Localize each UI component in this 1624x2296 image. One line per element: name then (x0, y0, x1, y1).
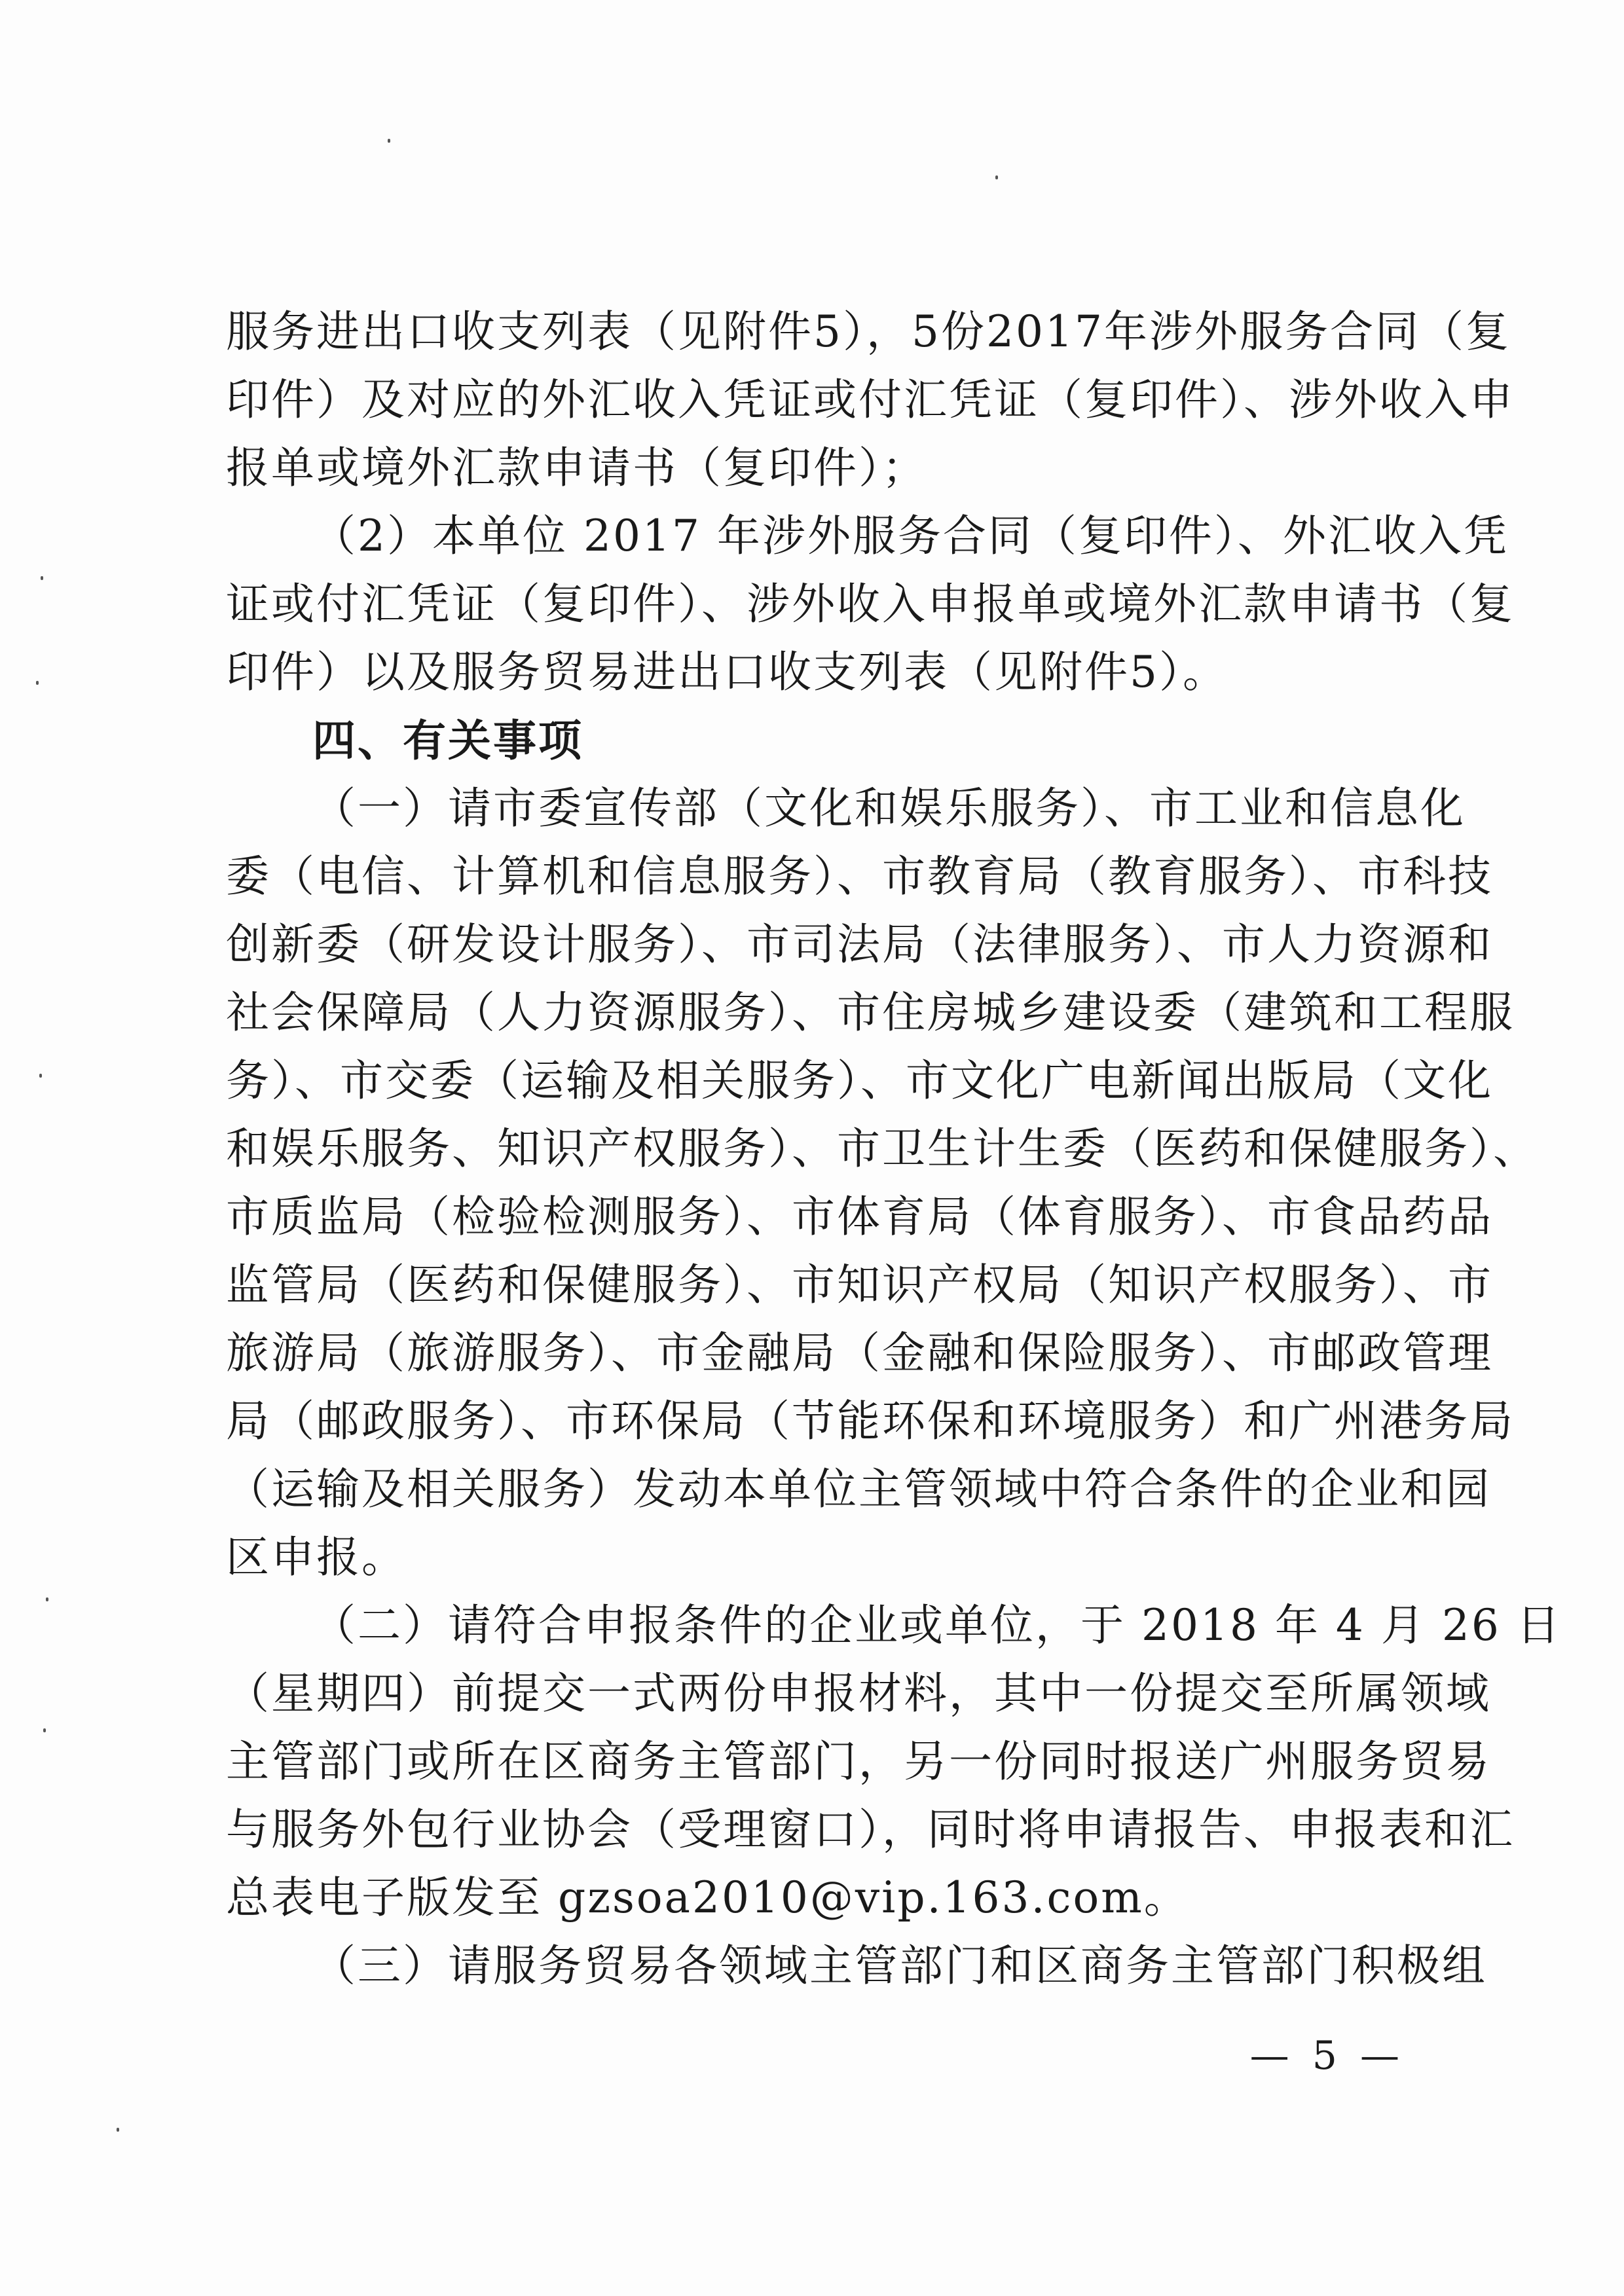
paragraph-line: （一）请市委宣传部（文化和娱乐服务）、市工业和信息化 (312, 783, 1466, 833)
section-heading: 四、有关事项 (312, 715, 583, 766)
paragraph-line: 局（邮政服务）、市环保局（节能环保和环境服务）和广州港务局 (226, 1396, 1515, 1446)
paragraph-line: 旅游局（旅游服务）、市金融局（金融和保险服务）、市邮政管理 (226, 1328, 1493, 1378)
scan-speck (39, 1074, 42, 1078)
paragraph-line: 印件）以及服务贸易进出口收支列表（见附件5）。 (226, 647, 1228, 697)
scan-speck (995, 175, 998, 179)
paragraph-line: 与服务外包行业协会（受理窗口），同时将申请报告、申报表和汇 (226, 1804, 1515, 1855)
paragraph-line: 市质监局（检验检测服务）、市体育局（体育服务）、市食品药品 (226, 1192, 1493, 1242)
paragraph-line: 监管局（医药和保健服务）、市知识产权局（知识产权服务）、市 (226, 1260, 1493, 1310)
paragraph-line: （2）本单位 2017 年涉外服务合同（复印件）、外汇收入凭 (312, 511, 1509, 561)
paragraph-line: （运输及相关服务）发动本单位主管领域中符合条件的企业和园 (226, 1464, 1491, 1514)
paragraph-line: 证或付汇凭证（复印件）、涉外收入申报单或境外汇款申请书（复 (226, 579, 1515, 629)
paragraph-line: 社会保障局（人力资源服务）、市住房城乡建设委（建筑和工程服 (226, 987, 1515, 1038)
scan-speck (41, 576, 43, 580)
paragraph-line: （三）请服务贸易各领域主管部门和区商务主管部门积极组 (312, 1941, 1487, 1991)
scan-speck (117, 2128, 119, 2132)
paragraph-line: 务）、市交委（运输及相关服务）、市文化广电新闻出版局（文化 (226, 1055, 1493, 1106)
scan-speck (388, 139, 390, 143)
scan-speck (36, 681, 39, 685)
paragraph-line: 总表电子版发至 gzsoa2010@vip.163.com。 (226, 1872, 1189, 1923)
paragraph-line: 创新委（研发设计服务）、市司法局（法律服务）、市人力资源和 (226, 919, 1493, 970)
paragraph-line: 区申报。 (226, 1532, 407, 1582)
paragraph-line: （二）请符合申报条件的企业或单位，于 2018 年 4 月 26 日 (312, 1600, 1562, 1650)
paragraph-line: 服务进出口收支列表（见附件5），5份2017年涉外服务合同（复 (226, 306, 1511, 357)
scan-speck (46, 1597, 48, 1601)
paragraph-line: 和娱乐服务、知识产权服务）、市卫生计生委（医药和保健服务）、 (226, 1123, 1538, 1174)
paragraph-line: 报单或境外汇款申请书（复印件）； (226, 443, 927, 493)
body-text (226, 298, 1562, 2000)
paragraph-line: 主管部门或所在区商务主管部门，另一份同时报送广州服务贸易 (226, 1736, 1491, 1787)
paragraph-line: 印件）及对应的外汇收入凭证或付汇凭证（复印件）、涉外收入申 (226, 374, 1515, 425)
scan-speck (43, 1728, 46, 1732)
paragraph-line: 委（电信、计算机和信息服务）、市教育局（教育服务）、市科技 (226, 851, 1493, 902)
page-number: — 5 — (1249, 2033, 1405, 2079)
paragraph-line: （星期四）前提交一式两份申报材料，其中一份提交至所属领域 (226, 1668, 1491, 1719)
